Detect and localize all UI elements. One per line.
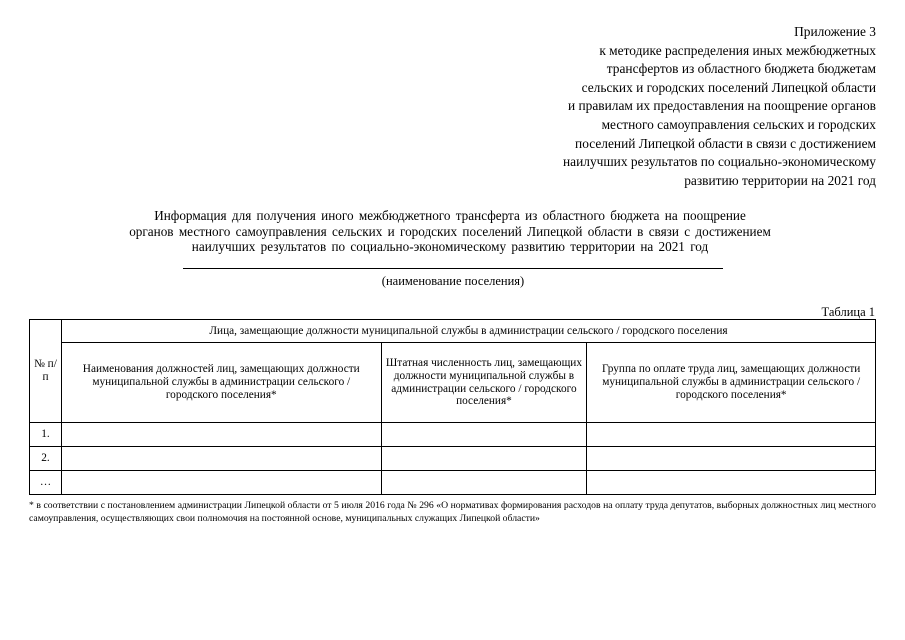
table-cell[interactable]	[381, 471, 587, 495]
footnote: * в соответствии с постановлением администрации Липецкой области от 5 июля 2016 года № 296 «О нормативах формирования расходов на оплату труда депутатов, выборных должностных лиц местного самоуправления, осуществляющих свои полномочия на постоянной основе, муниципальных служащих Липецкой области»	[29, 500, 876, 524]
row-number: …	[30, 471, 62, 495]
appendix-line: сельских и городских поселений Липецкой области	[581, 79, 876, 95]
column-header-position-names: Наименования должностей лиц, замещающих должности муниципальной службы в администрации сельского / городского поселения*	[61, 343, 381, 423]
appendix-line: поселений Липецкой области в связи с достижением	[575, 135, 876, 151]
appendix-block	[563, 23, 876, 190]
table-header-row	[30, 320, 876, 343]
appendix-line: наилучших результатов по социально-экономическому	[562, 154, 876, 170]
appendix-line: развитию территории на 2021 год	[684, 172, 876, 188]
table-cell[interactable]	[587, 447, 876, 471]
group-header: Лица, замещающие должности муниципальной службы в администрации сельского / городского поселения	[61, 320, 875, 343]
table-cell[interactable]	[381, 447, 587, 471]
staff-table	[29, 319, 876, 495]
table-cell[interactable]	[61, 423, 381, 447]
appendix-line: трансфертов из областного бюджета бюджетам	[606, 61, 876, 77]
table-subheader-row	[30, 343, 876, 423]
row-number: 2.	[30, 447, 62, 471]
settlement-name-line	[183, 268, 723, 269]
table-cell[interactable]	[61, 471, 381, 495]
appendix-line: и правилам их предоставления на поощрение органов	[567, 98, 876, 114]
table-row	[30, 447, 876, 471]
row-number: 1.	[30, 423, 62, 447]
column-header-pay-group: Группа по оплате труда лиц, замещающих должности муниципальной службы в администрации сельского / городского поселения*	[587, 343, 876, 423]
appendix-line: местного самоуправления сельских и городских	[601, 116, 876, 132]
column-header-staff-count: Штатная численность лиц, замещающих должности муниципальной службы в администрации сельского / городского поселения*	[381, 343, 587, 423]
table-cell[interactable]	[587, 423, 876, 447]
appendix-line: Приложение 3	[794, 24, 876, 39]
table-cell[interactable]	[587, 471, 876, 495]
table-caption: Таблица 1	[821, 305, 875, 319]
table-cell[interactable]	[61, 447, 381, 471]
settlement-name-caption: (наименование поселения)	[381, 274, 525, 288]
appendix-line: к методике распределения иных межбюджетных	[599, 42, 876, 58]
title-line: Информация для получения иного межбюджетного трансферта из областного бюджета на поощрение	[154, 208, 746, 223]
title-line: органов местного самоуправления сельских и городских поселений Липецкой области в связи с достижением	[129, 223, 771, 239]
document-title	[60, 208, 840, 255]
num-column-header: № п/п	[30, 320, 62, 423]
table-cell[interactable]	[381, 423, 587, 447]
table-row	[30, 471, 876, 495]
title-line: наилучших результатов по социально-экономическому развитию территории на 2021 год	[191, 239, 709, 255]
table-row	[30, 423, 876, 447]
